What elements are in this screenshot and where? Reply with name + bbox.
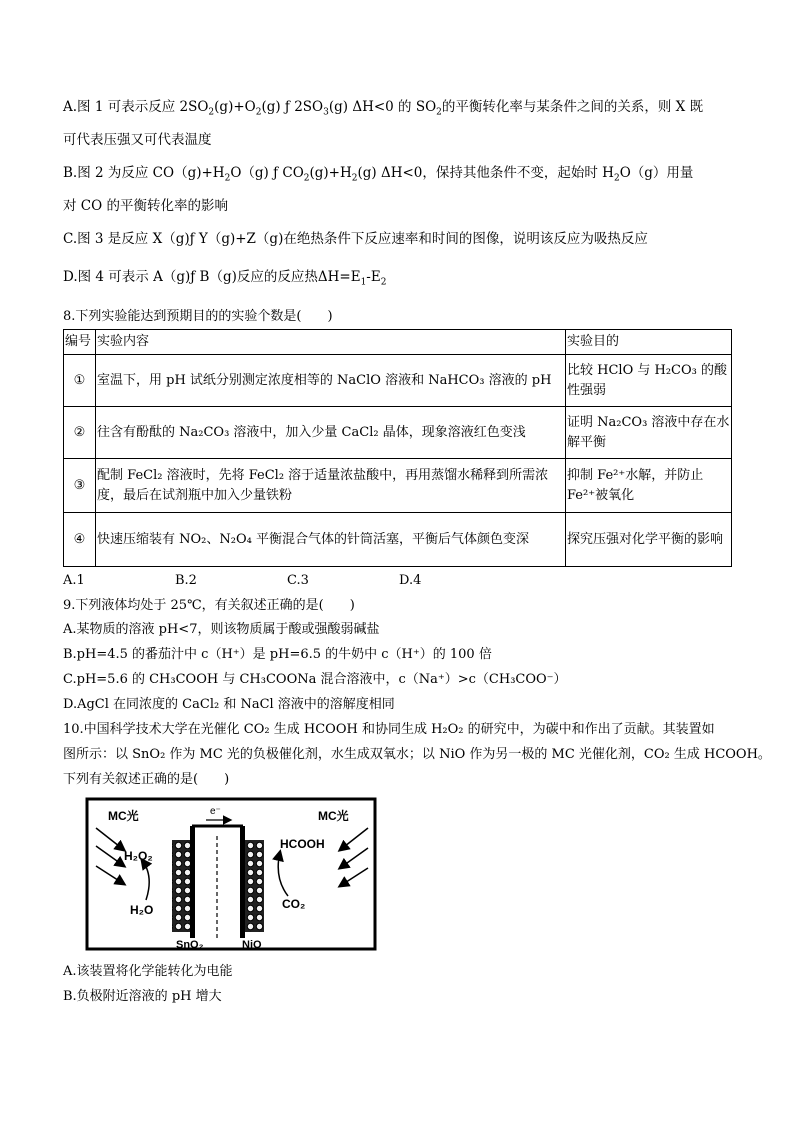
q9-option-a: A.某物质的溶液 pH<7，则该物质属于酸或强酸弱碱盐: [63, 622, 380, 637]
row-purpose: 探究压强对化学平衡的影响: [566, 513, 732, 567]
mc-light-left-label: MC光: [108, 809, 139, 823]
row-content: 室温下，用 pH 试纸分别测定浓度相等的 NaClO 溶液和 NaHCO₃ 溶液的 pH: [96, 355, 566, 407]
q8-option-a: A.1: [63, 573, 85, 588]
q10-stem-line2: 图所示：以 SnO₂ 作为 MC 光的负极催化剂，水生成双氧水；以 NiO 作为另一极的 MC 光催化剂，CO₂ 生成 HCOOH。: [63, 747, 771, 762]
q7-option-b-cont: 对 CO 的平衡转化率的影响: [63, 198, 228, 214]
row-content: 配制 FeCl₂ 溶液时，先将 FeCl₂ 溶于适量浓盐酸中，再用蒸馏水稀释到所需浓度，最后在试剂瓶中加入少量铁粉: [96, 459, 566, 513]
row-purpose: 比较 HClO 与 H₂CO₃ 的酸性强弱: [566, 355, 732, 407]
q7-option-c: C.图 3 是反应 X（g)ƒ Y（g)+Z（g)在绝热条件下反应速率和时间的图像，说明该反应为吸热反应: [63, 231, 648, 247]
header-purpose: 实验目的: [566, 330, 732, 355]
row-number: ④: [64, 513, 96, 567]
sno2-label: SnO₂: [176, 939, 204, 951]
h2o-label: H₂O: [130, 903, 154, 917]
q10-stem-line1: 10.中国科学技术大学在光催化 CO₂ 生成 HCOOH 和协同生成 H₂O₂ 的研究中，为碳中和作出了贡献。其装置如: [63, 722, 715, 737]
table-row: [64, 407, 732, 459]
row-content: 往含有酚酞的 Na₂CO₃ 溶液中，加入少量 CaCl₂ 晶体，现象溶液红色变浅: [96, 407, 566, 459]
row-number: ②: [64, 407, 96, 459]
q7-option-b: B.图 2 为反应 $CO(g)+H_2O(g)$ ƒ $CO_2(g)+H_2(g)$ ΔH<0，保持其他条件不变，起始时 $H_2O(g)$用量: [63, 165, 694, 184]
row-number: ③: [64, 459, 96, 513]
q7-option-d: D.图 4 可表示 A（g)ƒ B（g)反应的反应热$\Delta H=E_1-E_2$: [63, 269, 387, 288]
q8-stem: 8.下列实验能达到预期目的的实验个数是( ): [63, 309, 333, 324]
experiment-table: [63, 329, 732, 567]
row-content: 快速压缩装有 NO₂、N₂O₄ 平衡混合气体的针筒活塞，平衡后气体颜色变深: [96, 513, 566, 567]
left-plate: [190, 826, 195, 938]
table-row: [64, 355, 732, 407]
h2o2-label: H₂O₂: [124, 849, 153, 863]
q9-option-b: B.pH=4.5 的番茄汁中 c（H⁺）是 pH=6.5 的牛奶中 c（H⁺）的 100 倍: [63, 647, 492, 662]
table-row: [64, 513, 732, 567]
q8-option-d: D.4: [399, 573, 422, 588]
q9-stem: 9.下列液体均处于 25℃，有关叙述正确的是( ): [63, 598, 355, 613]
q8-option-b: B.2: [175, 573, 197, 588]
hcooh-label: HCOOH: [280, 837, 325, 851]
co2-label: CO₂: [282, 897, 306, 911]
q10-option-a: A.该装置将化学能转化为电能: [63, 964, 233, 979]
q7-option-a: A.图 1 可表示反应 $2SO_2(g)+O_2(g)$ ƒ $2SO_3(g)$ ΔH<0 的 $SO_2$的平衡转化率与某条件之间的关系，则 X 既: [63, 99, 704, 118]
row-number: ①: [64, 355, 96, 407]
nio-label: NiO: [242, 939, 262, 951]
electron-label: e⁻: [210, 806, 221, 817]
q10-stem-line3: 下列有关叙述正确的是( ): [63, 772, 230, 787]
row-purpose: 证明 Na₂CO₃ 溶液中存在水解平衡: [566, 407, 732, 459]
row-purpose: 抑制 Fe²⁺水解，并防止 Fe²⁺被氧化: [566, 459, 732, 513]
photocatalysis-device-figure: [84, 796, 380, 954]
table-header-row: [64, 330, 732, 355]
mc-light-right-label: MC光: [318, 809, 349, 823]
header-number: 编号: [64, 330, 96, 355]
header-content: 实验内容: [96, 330, 566, 355]
q10-option-b: B.负极附近溶液的 pH 增大: [63, 989, 222, 1004]
table-row: [64, 459, 732, 513]
q9-option-c: C.pH=5.6 的 CH₃COOH 与 CH₃COONa 混合溶液中，c（Na⁺）>c（CH₃COO⁻）: [63, 672, 567, 687]
right-plate: [240, 826, 245, 938]
q9-option-d: D.AgCl 在同浓度的 CaCl₂ 和 NaCl 溶液中的溶解度相同: [63, 697, 395, 712]
q7-option-a-cont: 可代表压强又可代表温度: [63, 132, 212, 148]
q8-option-c: C.3: [287, 573, 309, 588]
nio-electrode: [242, 840, 264, 932]
